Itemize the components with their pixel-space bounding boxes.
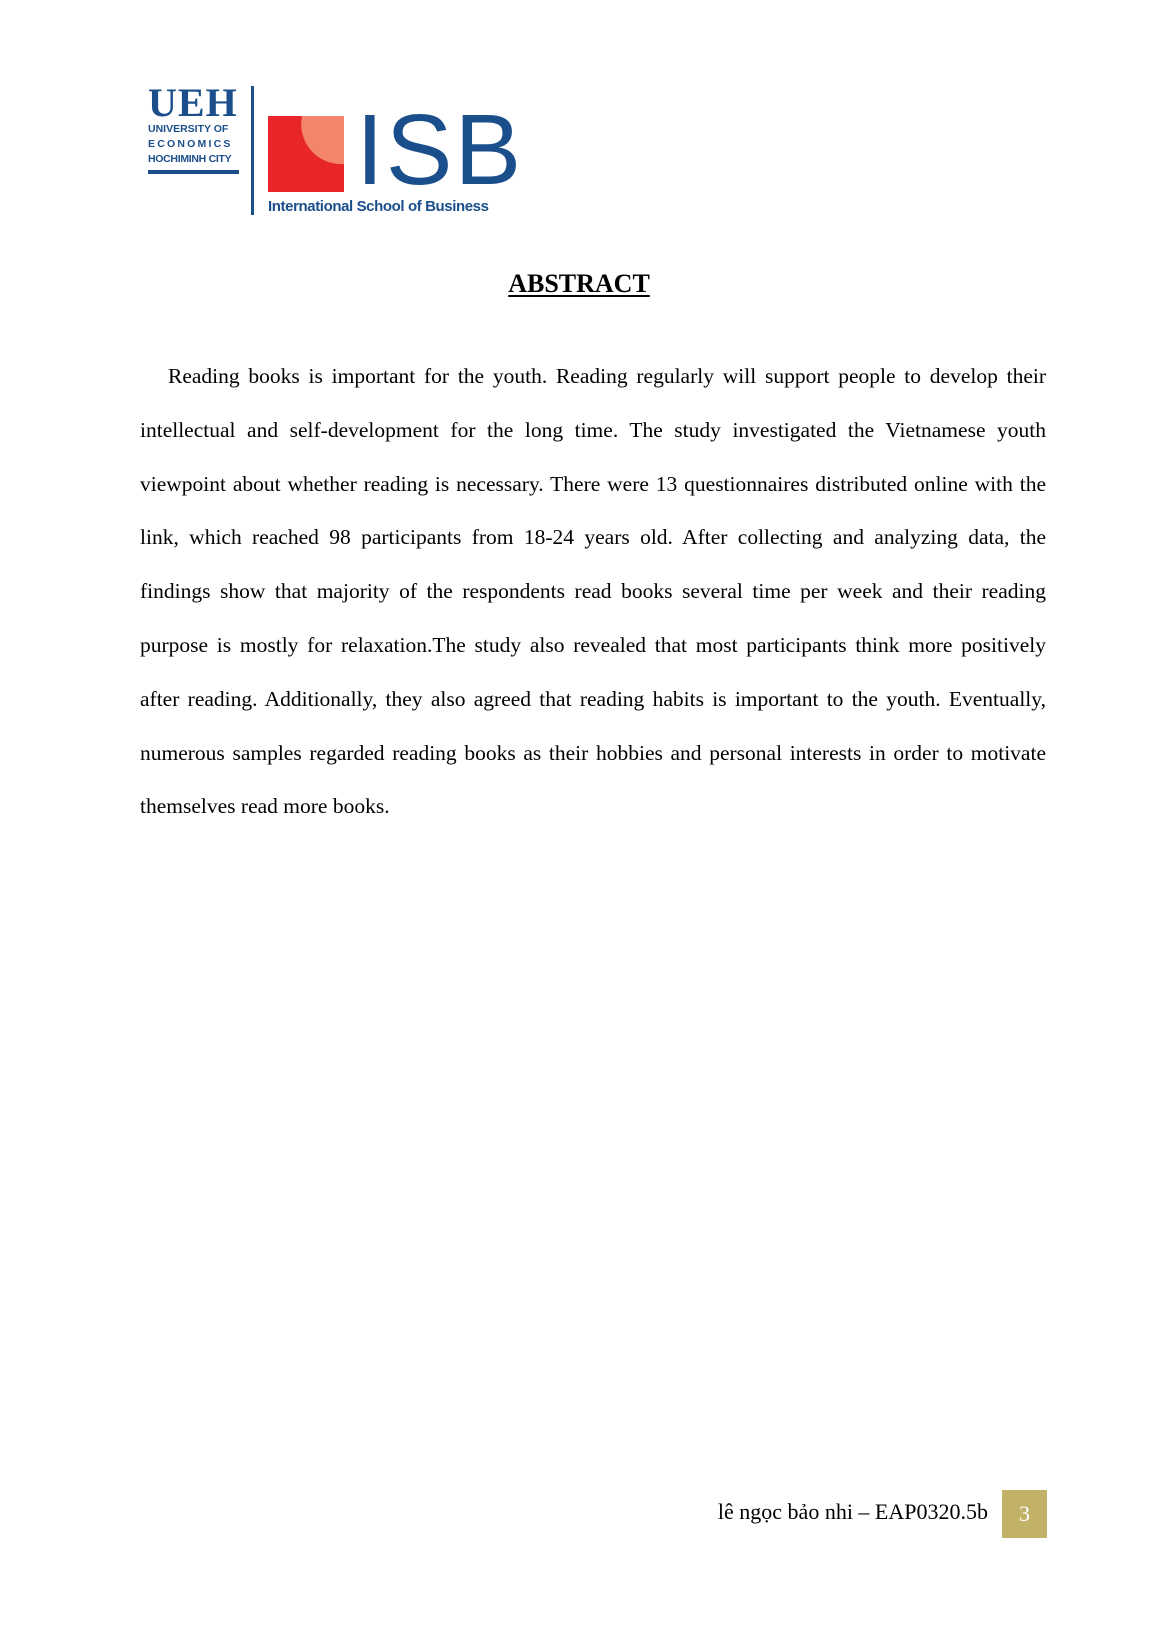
ueh-logo bbox=[148, 80, 244, 167]
ueh-logo-title: UEH bbox=[148, 80, 238, 125]
ueh-logo-underline bbox=[148, 170, 239, 174]
page-title: ABSTRACT bbox=[508, 269, 650, 298]
isb-logo-caption: International School of Business bbox=[268, 198, 489, 215]
page-number-badge: 3 bbox=[1002, 1490, 1047, 1538]
abstract-paragraph: Reading books is important for the youth. Reading regularly will support people to develop their intellectual and self-development for the long time. The study investigated the Vietnamese youth viewpoint about whether reading is necessary. There were 13 questionnaires distributed online with the link, which reached 98 participants from 18-24 years old. After collecting and analyzing data, the findings show that majority of the respondents read books several time per week and their reading purpose is mostly for relaxation.The study also revealed that most participants think more positively after reading. Additionally, they also agreed that reading habits is important to the youth. Eventually, numerous samples regarded reading books as their hobbies and personal interests in order to motivate themselves read more books. bbox=[140, 364, 1046, 819]
ueh-logo-line: HOCHIMINH CITY bbox=[148, 153, 232, 165]
ueh-logo-line: UNIVERSITY OF bbox=[148, 123, 229, 135]
university-logo bbox=[148, 80, 524, 220]
isb-logo-text: ISB bbox=[356, 94, 524, 206]
logo-divider bbox=[251, 86, 254, 215]
isb-logo-mark-icon bbox=[268, 116, 344, 192]
footer-author-course: lê ngọc bảo nhi – EAP0320.5b bbox=[717, 1499, 988, 1524]
ueh-logo-line: ECONOMICS bbox=[148, 138, 233, 150]
